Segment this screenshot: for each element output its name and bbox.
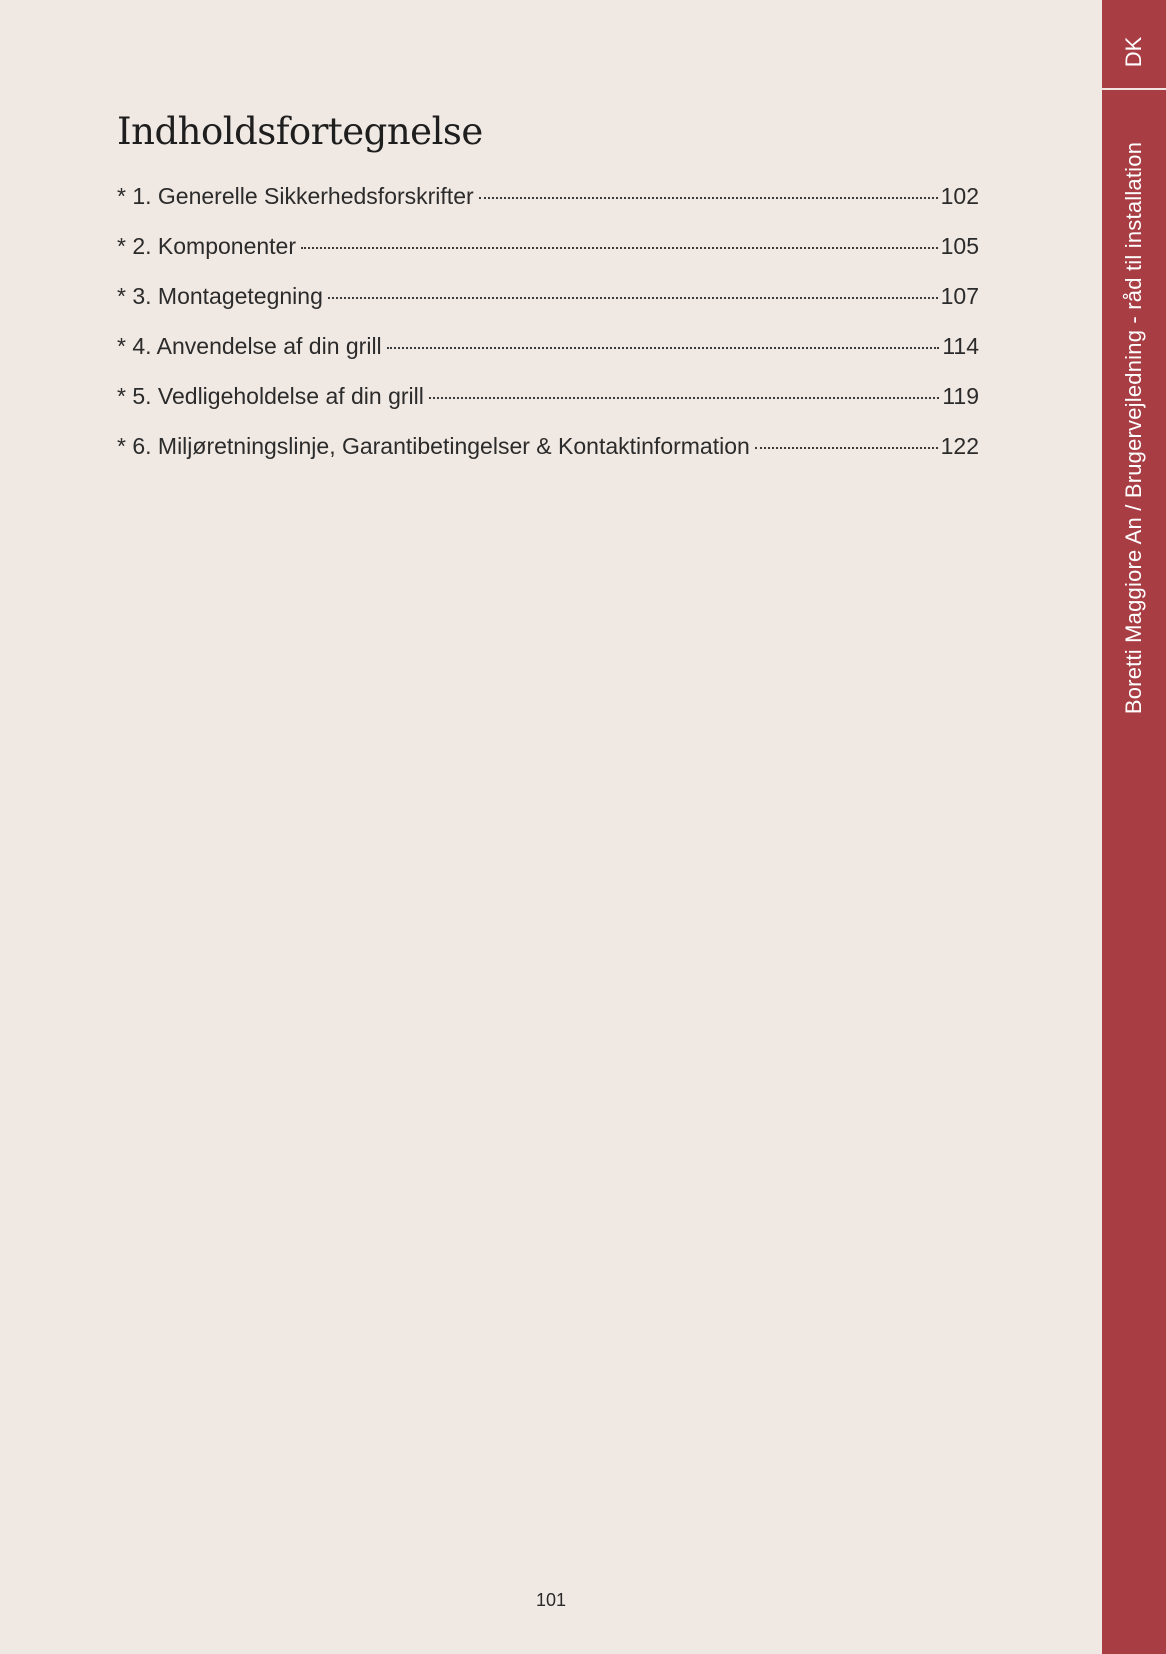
page-number: 101 <box>535 1590 567 1610</box>
toc-leader-dots <box>328 297 938 299</box>
toc-entry-page: 102 <box>940 183 979 209</box>
toc-leader-dots <box>387 347 940 349</box>
toc-entry-5[interactable] <box>117 383 979 433</box>
toc-leader-dots <box>479 197 938 199</box>
side-tab <box>1102 0 1166 1654</box>
toc-entry-label: * 3. Montagetegning <box>117 283 323 309</box>
toc-entry-page: 105 <box>940 233 979 259</box>
language-code: DK <box>1121 36 1146 68</box>
toc-entry-page: 119 <box>942 383 979 409</box>
toc-leader-dots <box>429 397 939 399</box>
toc-entry-page: 122 <box>940 433 979 459</box>
toc-entry-page: 107 <box>940 283 979 309</box>
toc-entry-label: * 5. Vedligeholdelse af din grill <box>117 383 424 409</box>
toc-entry-label: * 6. Miljøretningslinje, Garantibetingelser & Kontaktinformation <box>117 433 750 459</box>
toc-entry-6[interactable] <box>117 433 979 483</box>
toc-entry-label: * 1. Generelle Sikkerhedsforskrifter <box>117 183 474 209</box>
toc-list <box>117 183 979 483</box>
toc-entry-label: * 4. Anvendelse af din grill <box>117 333 382 359</box>
toc-entry-page: 114 <box>942 333 979 359</box>
language-tab <box>1102 0 1166 88</box>
toc-title: Indholdsfortegnelse <box>117 110 483 153</box>
toc-leader-dots <box>301 247 938 249</box>
toc-entry-label: * 2. Komponenter <box>117 233 297 259</box>
toc-entry-3[interactable] <box>117 283 979 333</box>
tab-divider <box>1102 88 1166 90</box>
toc-leader-dots <box>755 447 938 449</box>
toc-entry-1[interactable] <box>117 183 979 233</box>
side-tab-title: Boretti Maggiore An / Brugervejledning - råd til installation <box>1121 141 1146 715</box>
toc-entry-4[interactable] <box>117 333 979 383</box>
toc-entry-2[interactable] <box>117 233 979 283</box>
